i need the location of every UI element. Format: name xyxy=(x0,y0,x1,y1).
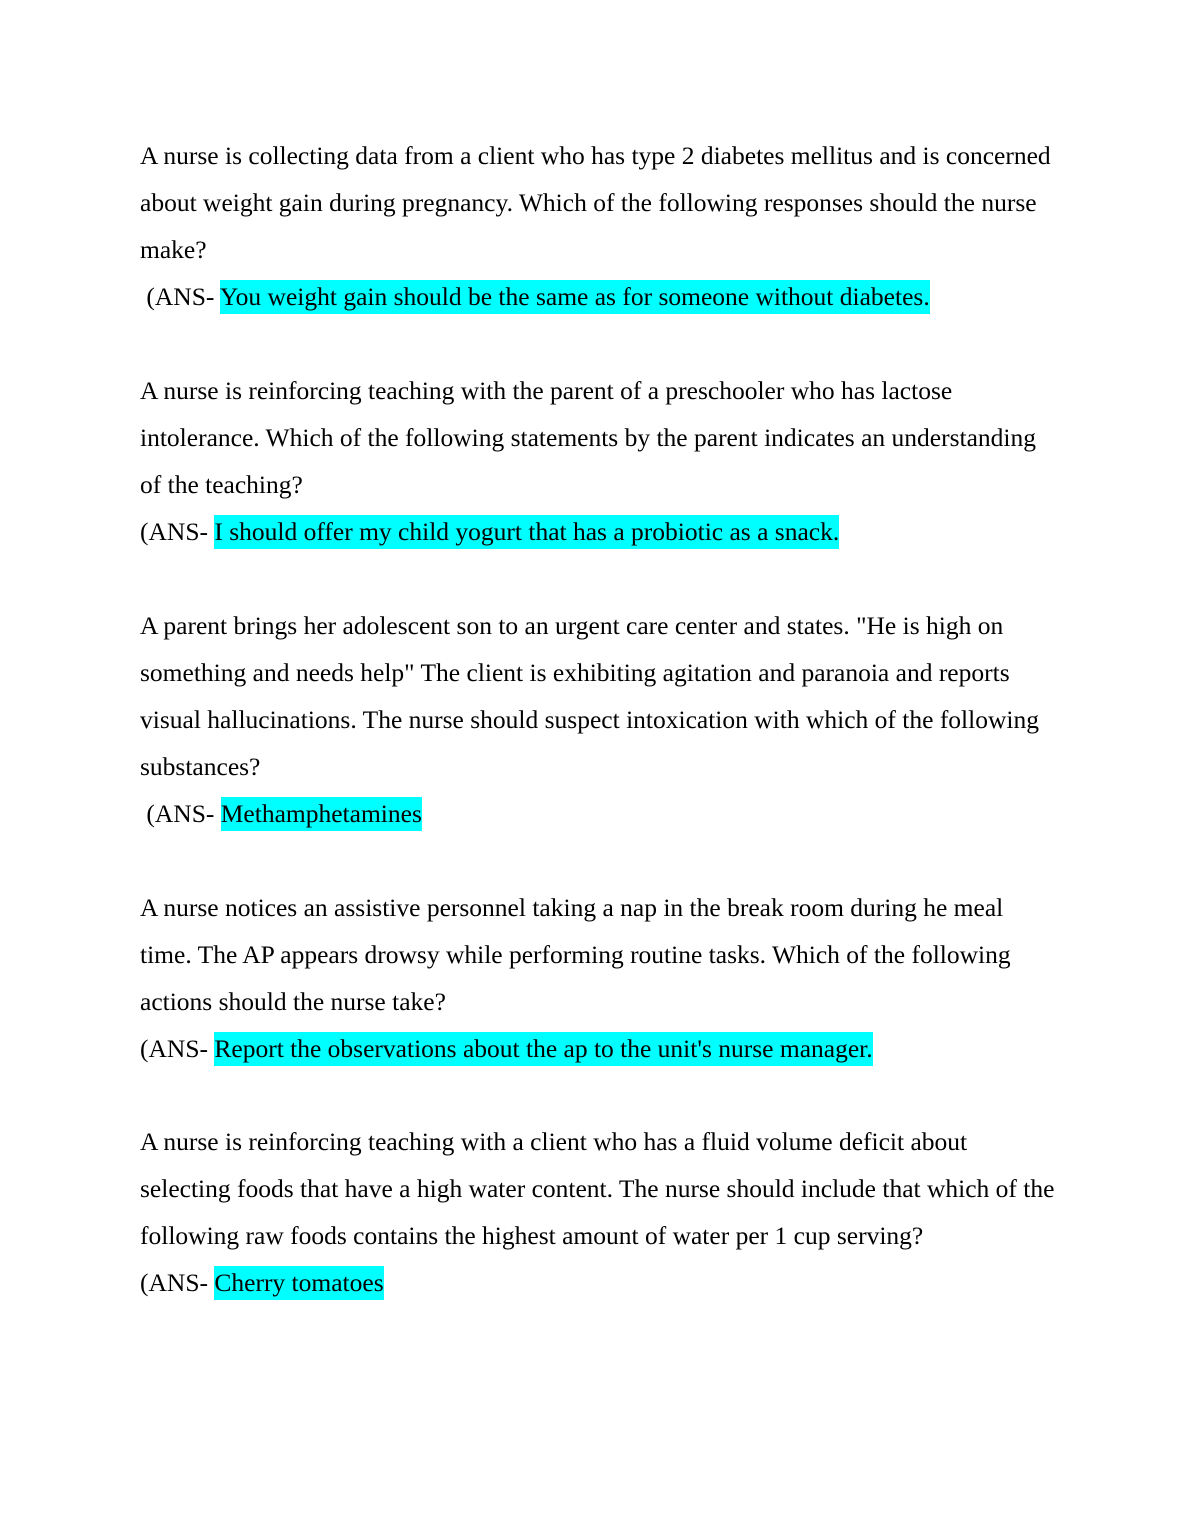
question-text: A parent brings her adolescent son to an urgent care center and states. "He is high on something and needs help" The client is exhibiting agitation and paranoia and reports visual hallucinations. The nurse should suspect intoxication with which of the following substances? xyxy=(140,611,1046,781)
answer-highlight: Cherry tomatoes xyxy=(214,1266,383,1300)
answer-prefix: (ANS- xyxy=(140,282,220,311)
qa-item xyxy=(140,1118,1060,1306)
answer-prefix: (ANS- xyxy=(140,1268,215,1297)
qa-item xyxy=(140,884,1060,1072)
answer-prefix: (ANS- xyxy=(140,799,221,828)
qa-item xyxy=(140,367,1060,555)
answer-line xyxy=(140,790,1060,837)
answer-highlight: I should offer my child yogurt that has a probiotic as a snack. xyxy=(214,515,839,549)
answer-line xyxy=(140,273,1060,320)
answer-line xyxy=(140,508,1060,555)
answer-highlight: You weight gain should be the same as for someone without diabetes. xyxy=(220,280,930,314)
question-text: A nurse is collecting data from a client who has type 2 diabetes mellitus and is concerned about weight gain during pregnancy. Which of the following responses should the nurse make? xyxy=(140,141,1058,264)
question-text: A nurse is reinforcing teaching with a client who has a fluid volume deficit about selecting foods that have a high water content. The nurse should include that which of the following raw foods contains the highest amount of water per 1 cup serving? xyxy=(140,1127,1061,1250)
question-text: A nurse is reinforcing teaching with the parent of a preschooler who has lactose intolerance. Which of the following statements by the parent indicates an understanding of the teaching? xyxy=(140,376,1043,499)
qa-item xyxy=(140,602,1060,837)
answer-prefix: (ANS- xyxy=(140,1034,215,1063)
answer-highlight: Methamphetamines xyxy=(221,797,422,831)
qa-item xyxy=(140,132,1060,320)
question-text: A nurse notices an assistive personnel taking a nap in the break room during he meal time. The AP appears drowsy while performing routine tasks. Which of the following actions should the nurse take? xyxy=(140,893,1017,1016)
answer-prefix: (ANS- xyxy=(140,517,215,546)
answer-highlight: Report the observations about the ap to the unit's nurse manager. xyxy=(214,1032,872,1066)
answer-line xyxy=(140,1259,1060,1306)
answer-line xyxy=(140,1025,1060,1072)
